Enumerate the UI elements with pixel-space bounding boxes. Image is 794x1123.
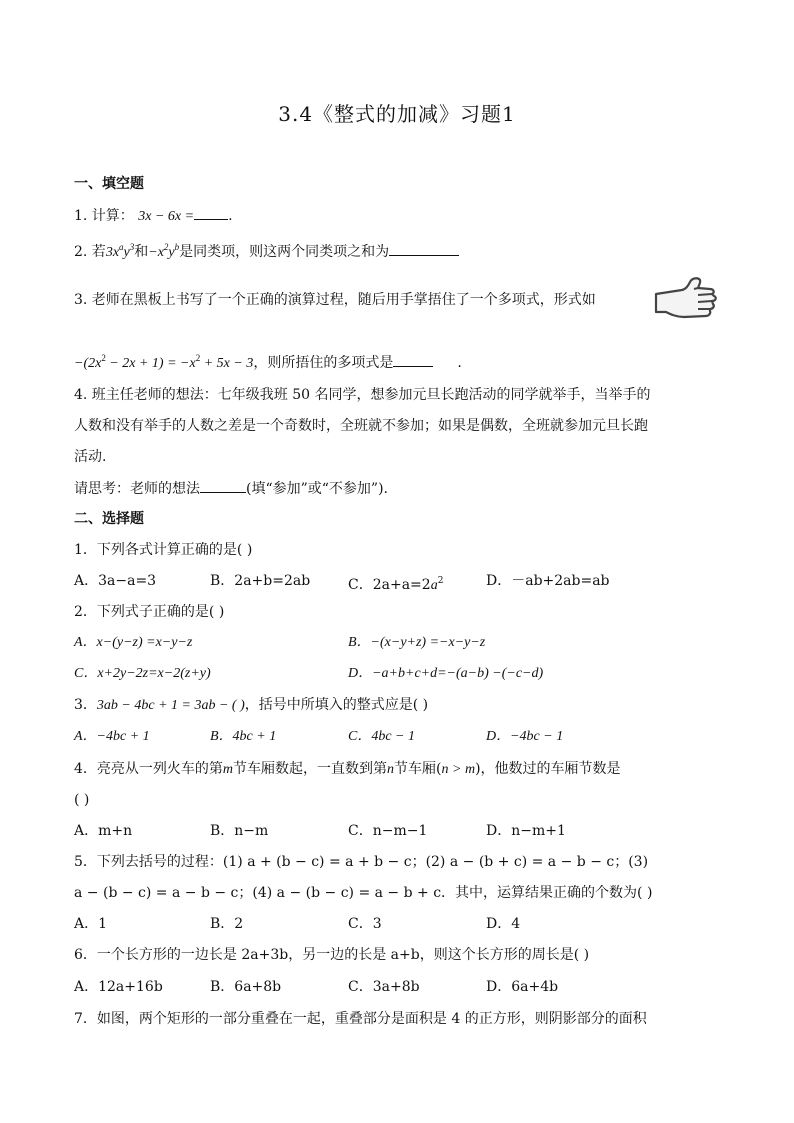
c4-var-n: n bbox=[387, 762, 395, 777]
choice-4-stem bbox=[74, 759, 621, 780]
q2-answer-blank[interactable] bbox=[389, 241, 459, 256]
q3-expr-part2: − 2x + 1) = −x bbox=[105, 356, 196, 371]
choice-3-option-b[interactable]: B．4bc + 1 bbox=[210, 729, 277, 744]
q3-exp1: 2 bbox=[101, 353, 106, 363]
choice-5-line1: 5．下列去括号的过程：(1) a + (b − c) = a + b − c；(2) a − (b + c) = a − b − c；(3) bbox=[74, 854, 649, 870]
section-fill-in: 一、填空题 bbox=[74, 176, 144, 192]
choice-2-option-a[interactable]: A．x−(y−z) =x−y−z bbox=[74, 635, 193, 650]
choice-2-stem: 2．下列式子正确的是( ) bbox=[74, 604, 225, 620]
q3-expr-part3: + 5x − 3 bbox=[200, 356, 254, 371]
choice-4-option-a[interactable]: A．m+n bbox=[74, 823, 133, 839]
c4-condition: n > m bbox=[441, 762, 476, 777]
q1-prefix: 1. 计算： bbox=[74, 208, 134, 224]
q1-answer-blank[interactable] bbox=[194, 205, 228, 220]
q3-period: . bbox=[457, 355, 462, 371]
q3-suffix: ，则所捂住的多项式是 bbox=[253, 355, 394, 371]
c4-part4: )，他数过的车厢节数是 bbox=[475, 761, 621, 777]
c4-part3: 节车厢( bbox=[394, 761, 442, 777]
choice-1-stem: 1．下列各式计算正确的是( ) bbox=[74, 542, 253, 558]
choice-6-option-c[interactable]: C．3a+8b bbox=[348, 979, 420, 995]
c4-part2: 节车厢数起，一直数到第 bbox=[233, 761, 388, 777]
question-4-line2: 人数和没有举手的人数之差是一个奇数时，全班就不参加；如果是偶数，全班就参加元旦长跑 bbox=[74, 418, 648, 434]
choice-4-option-b[interactable]: B．n−m bbox=[210, 823, 269, 839]
c1-c-exp: 2 bbox=[437, 576, 444, 586]
q2-exp-a: a bbox=[119, 242, 124, 252]
question-4-line1: 4. 班主任老师的想法：七年级我班 50 名同学，想参加元旦长跑活动的同学就举手，当举手的 bbox=[74, 387, 651, 403]
choice-3-option-a[interactable]: A．−4bc + 1 bbox=[74, 729, 150, 744]
q2-exp-2: 2 bbox=[163, 242, 169, 252]
q2-var-y2: y bbox=[168, 245, 175, 260]
question-1 bbox=[74, 205, 233, 227]
choice-6-option-d[interactable]: D．6a+4b bbox=[486, 979, 559, 995]
choice-4-option-c[interactable]: C．n−m−1 bbox=[348, 823, 428, 839]
choice-1-option-d[interactable]: D．－ab+2ab=ab bbox=[486, 573, 610, 589]
question-3-line2 bbox=[74, 348, 462, 374]
choice-5-line2: a − (b − c) = a − b − c；(4) a − (b − c) = a − b + c．其中，运算结果正确的个数为( ) bbox=[74, 885, 653, 901]
choice-4-option-d[interactable]: D．n−m+1 bbox=[486, 823, 566, 839]
q2-prefix: 2. 若 bbox=[74, 244, 106, 260]
q2-exp-3: 3 bbox=[129, 242, 135, 252]
page-title: 3.4《整式的加减》习题1 bbox=[278, 102, 516, 126]
c3-number: 3． bbox=[74, 697, 97, 713]
choice-3-stem bbox=[74, 695, 428, 716]
section-choice: 二、选择题 bbox=[74, 511, 144, 527]
c3-question: ，括号中所填入的整式应是( ) bbox=[244, 697, 429, 713]
choice-5-option-d[interactable]: D．4 bbox=[486, 916, 521, 932]
choice-1-option-b[interactable]: B．2a+b=2ab bbox=[210, 573, 311, 589]
c4-var-m: m bbox=[222, 762, 234, 777]
choice-3-option-c[interactable]: C．4bc − 1 bbox=[348, 729, 415, 744]
choice-2-option-b[interactable]: B．−(x−y+z) =−x−y−z bbox=[348, 635, 486, 650]
c3-expression: 3ab − 4bc + 1 = 3ab − ( ) bbox=[96, 698, 245, 713]
choice-6-stem: 6．一个长方形的一边长是 2a+3b，另一边的长是 a+b，则这个长方形的周长是( ) bbox=[74, 947, 590, 963]
choice-4-paren: ( ) bbox=[74, 792, 90, 808]
q3-answer-blank[interactable] bbox=[393, 352, 433, 367]
choice-2-option-c[interactable]: C．x+2y−2z=x−2(z+y) bbox=[74, 666, 211, 681]
q2-suffix: 是同类项，则这两个同类项之和为 bbox=[179, 244, 390, 260]
choice-5-option-a[interactable]: A．1 bbox=[74, 916, 108, 932]
question-4-line3: 活动. bbox=[74, 449, 107, 465]
choice-5-option-b[interactable]: B．2 bbox=[210, 916, 244, 932]
question-3-line1: 3. 老师在黑板上书写了一个正确的演算过程，随后用手掌捂住了一个多项式，形式如 bbox=[74, 292, 596, 308]
q2-term-a: 3x bbox=[105, 245, 120, 260]
q2-term-b: −x bbox=[148, 245, 164, 260]
choice-6-option-b[interactable]: B．6a+8b bbox=[210, 979, 282, 995]
q3-exp2: 2 bbox=[195, 353, 201, 363]
q1-expression: 3x − 6x = bbox=[138, 209, 195, 224]
q1-period: . bbox=[228, 208, 233, 224]
q3-expr-part1: −(2x bbox=[74, 356, 102, 371]
c4-part1: 4．亮亮从一列火车的第 bbox=[74, 761, 223, 777]
c1-c-text: C．2a+a=2 bbox=[348, 577, 431, 593]
choice-6-option-a[interactable]: A．12a+16b bbox=[74, 979, 163, 995]
choice-2-option-d[interactable]: D．−a+b+c+d=−(a−b) −(−c−d) bbox=[348, 666, 544, 681]
question-4-line4 bbox=[74, 478, 388, 499]
q2-exp-b: b bbox=[174, 242, 180, 252]
q4-hint: (填“参加”或“不参加”). bbox=[246, 481, 389, 497]
q2-var-y: y bbox=[123, 245, 130, 260]
choice-5-option-c[interactable]: C．3 bbox=[348, 916, 382, 932]
q2-and: 和 bbox=[134, 244, 149, 260]
choice-7-stem: 7．如图，两个矩形的一部分重叠在一起，重叠部分是面积是 4 的正方形，则阴影部分的面积 bbox=[74, 1011, 647, 1027]
question-2 bbox=[74, 237, 459, 263]
choice-1-option-c[interactable] bbox=[348, 571, 443, 596]
choice-1-option-a[interactable]: A．3a−a=3 bbox=[74, 573, 157, 589]
q4-answer-blank[interactable] bbox=[200, 478, 246, 493]
choice-3-option-d[interactable]: D．−4bc − 1 bbox=[486, 729, 564, 744]
c1-c-var: a bbox=[430, 578, 438, 593]
q4-prompt: 请思考：老师的想法 bbox=[74, 481, 200, 497]
hand-icon bbox=[654, 276, 718, 328]
